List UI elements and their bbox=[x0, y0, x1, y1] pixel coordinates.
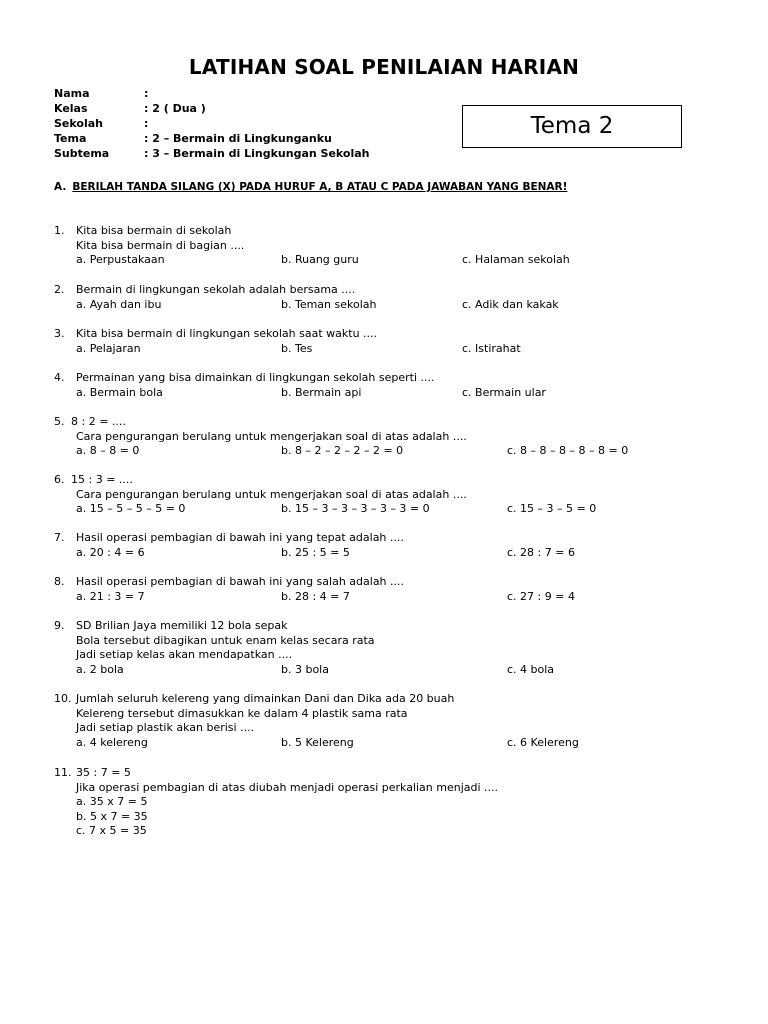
instruction-text: BERILAH TANDA SILANG (X) PADA HURUF A, B ATAU C PADA JAWABAN YANG BENAR! bbox=[72, 181, 568, 193]
answer-option-a: a. 15 – 5 – 5 – 5 = 0 bbox=[76, 502, 186, 515]
answer-option-c: c. 28 : 7 = 6 bbox=[507, 545, 575, 559]
answer-option-c: c. Bermain ular bbox=[462, 385, 546, 399]
answer-option: c. 7 x 5 = 35 bbox=[76, 824, 147, 837]
info-label: Sekolah bbox=[54, 117, 103, 130]
question-text: Cara pengurangan berulang untuk mengerjakan soal di atas adalah .... bbox=[76, 429, 467, 443]
question-text: Jumlah seluruh kelereng yang dimainkan Dani dan Dika ada 20 buah bbox=[76, 692, 455, 705]
section-instruction bbox=[54, 181, 567, 193]
answer-option-b: b. Tes bbox=[281, 341, 313, 355]
question-text: Hasil operasi pembagian di bawah ini yang tepat adalah .... bbox=[76, 531, 404, 544]
info-label: Tema bbox=[54, 132, 87, 145]
page-title: LATIHAN SOAL PENILAIAN HARIAN bbox=[188, 55, 580, 79]
info-value: : bbox=[144, 117, 149, 130]
info-label: Nama bbox=[54, 87, 90, 100]
question-number: 4. bbox=[54, 371, 65, 384]
question-text: Jadi setiap plastik akan berisi .... bbox=[76, 721, 255, 734]
answer-option-a: a. 20 : 4 = 6 bbox=[76, 545, 145, 559]
answer-option-c: c. 6 Kelereng bbox=[507, 735, 579, 749]
question-head: 8 : 2 = .... bbox=[71, 415, 126, 428]
question-text: Kita bisa bermain di sekolah bbox=[76, 224, 232, 237]
answer-option-b: b. Teman sekolah bbox=[281, 297, 377, 311]
answer-option-b: b. Ruang guru bbox=[281, 253, 359, 266]
question-head: 15 : 3 = .... bbox=[71, 473, 133, 486]
info-value: : 2 – Bermain di Lingkunganku bbox=[144, 132, 332, 145]
info-label: Kelas bbox=[54, 102, 88, 115]
info-value: : 2 ( Dua ) bbox=[144, 102, 206, 115]
question-text: Kita bisa bermain di bagian .... bbox=[76, 238, 245, 252]
info-value: : bbox=[144, 87, 149, 100]
answer-option-c: c. 8 – 8 – 8 – 8 – 8 = 0 bbox=[507, 444, 629, 457]
answer-option-a: a. 8 – 8 = 0 bbox=[76, 444, 140, 457]
answer-option-c: c. 27 : 9 = 4 bbox=[507, 589, 575, 603]
question-text: Cara pengurangan berulang untuk mengerjakan soal di atas adalah .... bbox=[76, 487, 467, 501]
answer-option-c: c. Istirahat bbox=[462, 341, 521, 355]
answer-option-b: b. 25 : 5 = 5 bbox=[281, 545, 350, 559]
question-text: Kelereng tersebut dimasukkan ke dalam 4 plastik sama rata bbox=[76, 706, 408, 720]
answer-option-b: b. 3 bola bbox=[281, 662, 329, 676]
answer-option: a. 35 x 7 = 5 bbox=[76, 795, 148, 808]
answer-option-b: b. 5 Kelereng bbox=[281, 735, 354, 749]
question-number: 7. bbox=[54, 531, 65, 544]
question-text: SD Brilian Jaya memiliki 12 bola sepak bbox=[76, 619, 288, 632]
answer-option-b: b. 8 – 2 – 2 – 2 – 2 = 0 bbox=[281, 444, 404, 457]
question-number: 8. bbox=[54, 575, 65, 588]
question-number: 5. bbox=[54, 415, 65, 428]
question-text: Kita bisa bermain di lingkungan sekolah saat waktu .... bbox=[76, 327, 378, 340]
question-text: Jadi setiap kelas akan mendapatkan .... bbox=[76, 648, 293, 661]
question-text: Bermain di lingkungan sekolah adalah bersama .... bbox=[76, 283, 356, 296]
question-number: 6. bbox=[54, 473, 65, 486]
answer-option-b: b. 28 : 4 = 7 bbox=[281, 589, 350, 603]
answer-option-a: a. 2 bola bbox=[76, 662, 124, 676]
question-number: 9. bbox=[54, 619, 65, 632]
tema-box: Tema 2 bbox=[462, 105, 682, 148]
question-head: 35 : 7 = 5 bbox=[76, 766, 131, 779]
question-number: 3. bbox=[54, 327, 65, 340]
question-text: Hasil operasi pembagian di bawah ini yang salah adalah .... bbox=[76, 575, 405, 588]
section-marker: A. bbox=[54, 181, 67, 193]
question-number: 11. bbox=[54, 766, 72, 779]
question-number: 2. bbox=[54, 283, 65, 296]
answer-option-a: a. 4 kelereng bbox=[76, 735, 148, 749]
question-text: Bola tersebut dibagikan untuk enam kelas secara rata bbox=[76, 633, 375, 647]
info-value: : 3 – Bermain di Lingkungan Sekolah bbox=[144, 147, 370, 160]
info-label: Subtema bbox=[54, 147, 110, 160]
question-text: Jika operasi pembagian di atas diubah menjadi operasi perkalian menjadi .... bbox=[76, 780, 499, 794]
question-number: 10. bbox=[54, 692, 72, 705]
answer-option-b: b. Bermain api bbox=[281, 385, 362, 399]
answer-option-c: c. 15 – 3 – 5 = 0 bbox=[507, 502, 597, 515]
answer-option-a: a. Bermain bola bbox=[76, 385, 163, 399]
answer-option-a: a. Ayah dan ibu bbox=[76, 297, 162, 311]
question-text: Permainan yang bisa dimainkan di lingkungan sekolah seperti .... bbox=[76, 371, 435, 384]
answer-option-b: b. 15 – 3 – 3 – 3 – 3 – 3 = 0 bbox=[281, 502, 430, 515]
answer-option-c: c. 4 bola bbox=[507, 662, 555, 676]
answer-option-c: c. Halaman sekolah bbox=[462, 253, 570, 266]
answer-option-a: a. Perpustakaan bbox=[76, 253, 165, 266]
question-number: 1. bbox=[54, 224, 65, 237]
answer-option-a: a. 21 : 3 = 7 bbox=[76, 589, 145, 603]
answer-option-c: c. Adik dan kakak bbox=[462, 297, 559, 311]
answer-option: b. 5 x 7 = 35 bbox=[76, 809, 148, 823]
answer-option-a: a. Pelajaran bbox=[76, 341, 141, 355]
